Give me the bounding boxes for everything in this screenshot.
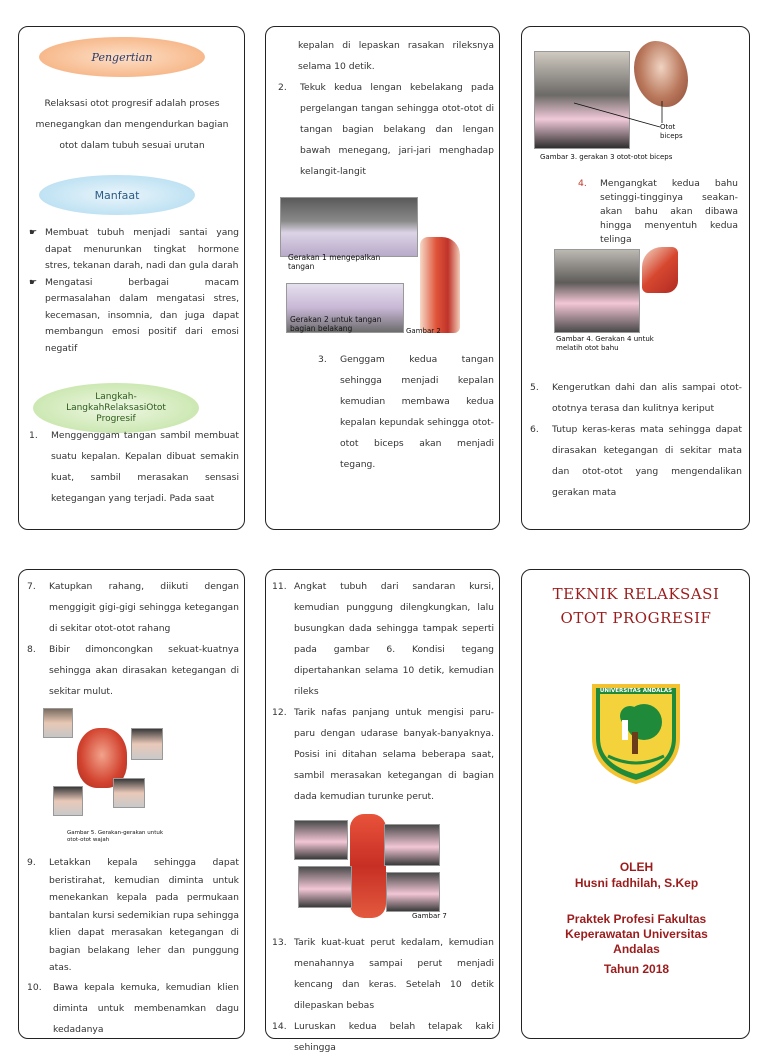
step-item: 12. Tarik nafas panjang untuk mengisi paru-paru dengan udarase banyak-banyaknya. Posisi ini ditahan selama beberapa saat, sambil merasakan ketegangan di bagian dada kemudian turunke perut. bbox=[272, 707, 494, 802]
manfaat-item: ☛ Membuat tubuh menjadi santai yang dapat menurunkan tingkat hormone stres, tekanan darah, nadi dan gula darah bbox=[29, 227, 239, 271]
cover-year: Tahun 2018 bbox=[603, 962, 670, 976]
pointer-line bbox=[534, 41, 694, 165]
manfaat-oval bbox=[39, 175, 195, 215]
step-item: 3. Genggam kedua tangan sehingga menjadi kepalan kemudian membawa kedua kepalan kepundak sehingga otot-otot biceps akan menjadi tegang. bbox=[318, 354, 494, 470]
cover-author: Husni fadhilah, S.Kep bbox=[574, 876, 699, 890]
step-item: 2. Tekuk kedua lengan kebelakang pada pergelangan tangan sehingga otot-otot di tangan bagian belakang dan lengan bawah menegang, jari-jari menghadap kelangit-langit bbox=[278, 82, 494, 177]
photo-face-2 bbox=[131, 728, 163, 760]
photo-back-1 bbox=[294, 820, 348, 860]
cover-title: TEKNIK RELAKSASI OTOT PROGRESIF bbox=[552, 585, 720, 627]
photo-face-1 bbox=[43, 708, 73, 738]
step-item: 13. Tarik kuat-kuat perut kedalam, kemudian menahannya sampai perut menjadi kencang dan keras. Setelah 10 detik dilepaskan bebas bbox=[272, 937, 494, 1011]
logo-text: UNIVERSITAS ANDALAS bbox=[599, 688, 673, 694]
hand-pointer-icon: ☛ bbox=[29, 277, 38, 288]
pengertian-text: Relaksasi otot progresif adalah proses menegangkan dan mengendurkan bagian otot dalam tubuh sesuai urutan bbox=[35, 98, 229, 151]
figure-shoulder bbox=[554, 247, 684, 357]
step-item: 11. Angkat tubuh dari sandaran kursi, kemudian punggung dilengkungkan, lalu busungkan dada sehingga tampak seperti pada gambar 6. Kondisi tegang dipertahankan selama 10 detik, kemudian rileks bbox=[272, 581, 494, 697]
step-item: 4. Mengangkat kedua bahu setinggi-tingginya seakan-akan bahu akan dibawa hingga menyentuh kedua telinga bbox=[578, 178, 738, 245]
label-otot-biceps: Otot biceps bbox=[660, 123, 683, 140]
steps-list-1 bbox=[29, 425, 239, 509]
hand-pointer-icon: ☛ bbox=[29, 228, 38, 238]
cover-oleh: OLEH bbox=[619, 860, 654, 874]
illustration-arm-muscles bbox=[420, 237, 460, 333]
illustration-torso-muscles bbox=[350, 814, 386, 918]
step-item: 9. Letakkan kepala sehingga dapat beristirahat, kemudian diminta untuk menekankan kepala pada permukaan bantalan kursi sedemikian rupa sehingga klien dapat merasakan ketegangan di bagian belakang leher dan punggung atas. bbox=[27, 857, 239, 973]
caption-gambar-4: Gambar 4. Gerakan 4 untuk melatih otot bahu bbox=[556, 335, 654, 352]
panel-steps-d bbox=[265, 569, 500, 1053]
photo-back-3 bbox=[298, 866, 352, 908]
caption-gerakan-2: Gerakan 2 untuk tangan bagian belakang bbox=[290, 315, 382, 333]
photo-shoulder bbox=[554, 249, 640, 333]
panel-steps-c bbox=[18, 569, 245, 1039]
step-item: 10. Bawa kepala kemuka, kemudian klien diminta untuk membenamkan dagu kedadanya bbox=[27, 981, 239, 1035]
photo-back-4 bbox=[386, 872, 440, 912]
steps-list-4 bbox=[578, 177, 738, 247]
panel-definition bbox=[18, 26, 245, 530]
figure-hand-exercises bbox=[280, 197, 460, 335]
illustration-shoulder-muscle bbox=[642, 247, 678, 293]
panel-steps-a bbox=[265, 26, 500, 530]
steps-list-8 bbox=[272, 576, 494, 807]
figure-body-exercises bbox=[294, 814, 447, 922]
steps-list-2 bbox=[278, 77, 494, 182]
manfaat-label: Manfaat bbox=[94, 188, 140, 202]
steps-list-6 bbox=[27, 576, 239, 702]
photo-gerakan-1 bbox=[280, 197, 418, 257]
caption-gambar-7: Gambar 7 bbox=[412, 912, 447, 920]
photo-face-3 bbox=[53, 786, 83, 816]
photo-back-2 bbox=[384, 824, 440, 866]
cover-program: Praktek Profesi Fakultas Keperawatan Universitas Andalas bbox=[565, 912, 708, 956]
steps-list-7 bbox=[27, 854, 239, 1040]
university-logo bbox=[588, 678, 684, 784]
caption-gambar-3: Gambar 3. gerakan 3 otot-otot biceps bbox=[540, 153, 673, 161]
manfaat-item: ☛ Mengatasi berbagai macam permasalahan dalam mengatasi stres, kecemasan, insomnia, dan juga dapat membangun emosi positif dari emosi negatif bbox=[29, 276, 239, 354]
figure-biceps bbox=[534, 41, 694, 165]
caption-gambar-2: Gambar 2 bbox=[406, 327, 441, 335]
caption-gambar-5: Gambar 5. Gerakan-gerakan untuk otot-otot wajah bbox=[67, 830, 164, 843]
step-item: 8. Bibir dimoncongkan sekuat-kuatnya sehingga akan dirasakan ketegangan di sekitar mulut. bbox=[27, 644, 239, 697]
steps-list-5 bbox=[530, 377, 742, 503]
pengertian-label: Pengertian bbox=[91, 50, 153, 64]
manfaat-list bbox=[29, 225, 239, 357]
step-item: 6. Tutup keras-keras mata sehingga dapat dirasakan ketegangan di sekitar mata dan otot-otot yang mengendalikan gerakan mata bbox=[530, 424, 742, 498]
step1-continuation: kepalan di lepaskan rasakan rileksnya selama 10 detik. bbox=[298, 40, 494, 72]
langkah-label: Langkah-LangkahRelaksasiOtot Progresif bbox=[66, 391, 166, 424]
photo-face-4 bbox=[113, 778, 145, 808]
figure-face-muscles bbox=[43, 708, 169, 843]
panel-cover bbox=[521, 569, 750, 1039]
step-item: 1. Menggenggam tangan sambil membuat suatu kepalan. Kepalan dibuat semakin kuat, sambil merasakan sensasi ketegangan yang terjadi. Pada saat bbox=[29, 430, 239, 504]
step-item: 7. Katupkan rahang, diikuti dengan menggigit gigi-gigi sehingga ketegangan di sekitar otot-otot rahang bbox=[27, 581, 239, 634]
step-item: 14. Luruskan kedua belah telapak kaki sehingga bbox=[272, 1021, 494, 1053]
step-item: 5. Kengerutkan dahi dan alis sampai otot-ototnya terasa dan kulitnya keriput bbox=[530, 382, 742, 414]
steps-list-9 bbox=[272, 932, 494, 1058]
pengertian-oval bbox=[39, 37, 205, 77]
steps-list-3 bbox=[318, 349, 494, 475]
panel-steps-b bbox=[521, 26, 750, 530]
caption-gerakan-1: Gerakan 1 mengepalkan tangan bbox=[288, 253, 381, 271]
